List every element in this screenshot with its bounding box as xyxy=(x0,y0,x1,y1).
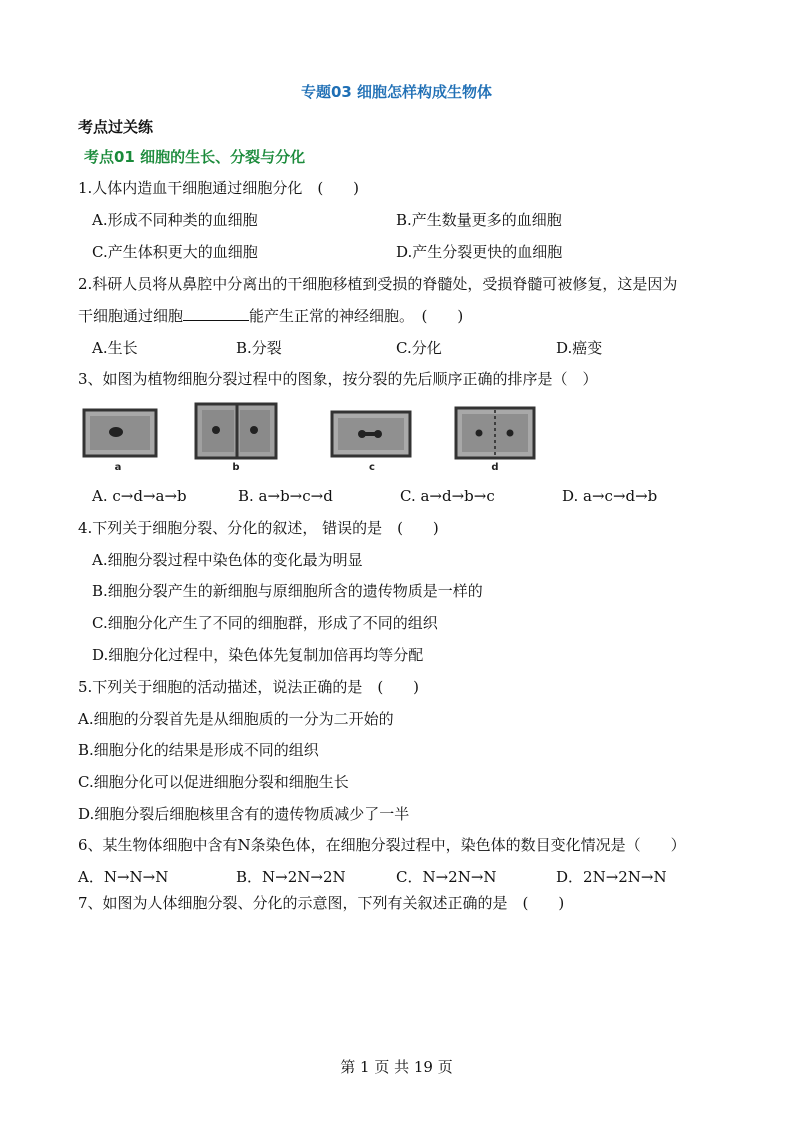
question-5-option-a: A.细胞的分裂首先是从细胞质的一分为二开始的 xyxy=(78,710,394,728)
cell-b-label: b xyxy=(232,462,240,472)
question-3-option-c: C. a→d→b→c xyxy=(400,487,495,505)
cell-c-image xyxy=(332,412,410,456)
question-4-option-a: A.细胞分裂过程中染色体的变化最为明显 xyxy=(92,551,363,569)
question-4-option-c: C.细胞分化产生了不同的细胞群，形成了不同的组织 xyxy=(92,614,438,632)
question-2-stem-part1: 干细胞通过细胞 xyxy=(78,307,184,325)
question-1-stem: 1.人体内造血干细胞通过细胞分化 ( ) xyxy=(78,179,360,197)
cell-d-label: d xyxy=(491,462,499,472)
question-6-option-c: C．N→2N→N xyxy=(396,868,497,886)
question-5-option-b: B.细胞分化的结果是形成不同的组织 xyxy=(78,741,319,759)
question-4-option-d: D.细胞分化过程中，染色体先复制加倍再均等分配 xyxy=(92,646,424,664)
section-heading: 考点过关练 xyxy=(78,118,154,136)
question-6-option-b: B．N→2N→2N xyxy=(236,868,346,886)
cell-b-image xyxy=(196,404,276,458)
question-3-option-b: B. a→b→c→d xyxy=(238,487,333,505)
question-3-option-a: A. c→d→a→b xyxy=(92,487,187,505)
page-footer: 第 1 页 共 19 页 xyxy=(340,1058,453,1076)
question-2-stem-line2 xyxy=(78,306,463,326)
question-2-option-a: A.生长 xyxy=(92,339,138,357)
question-3-stem: 3、如图为植物细胞分裂过程中的图象，按分裂的先后顺序正确的排序是（ ） xyxy=(78,370,598,388)
cell-a-image xyxy=(84,410,156,456)
question-1-option-b: B.产生数量更多的血细胞 xyxy=(396,211,562,229)
cell-a-label: a xyxy=(114,462,122,472)
cell-d-image xyxy=(456,408,534,458)
question-2-option-b: B.分裂 xyxy=(236,339,282,357)
question-2-stem-line1: 2.科研人员将从鼻腔中分离出的干细胞移植到受损的脊髓处，受损脊髓可被修复，这是因为 xyxy=(78,275,678,293)
question-1-option-a: A.形成不同种类的血细胞 xyxy=(92,211,258,229)
question-5-stem: 5.下列关于细胞的活动描述，说法正确的是 ( ) xyxy=(78,678,420,696)
question-6-option-a: A．N→N→N xyxy=(78,868,169,886)
answer-blank xyxy=(183,306,249,321)
question-5-option-d: D.细胞分裂后细胞核里含有的遗传物质减少了一半 xyxy=(78,805,410,823)
cell-c-label: c xyxy=(369,462,375,472)
question-2-stem-part2: 能产生正常的神经细胞。 ( ) xyxy=(249,307,464,325)
question-5-option-c: C.细胞分化可以促进细胞分裂和细胞生长 xyxy=(78,773,349,791)
question-1-option-d: D.产生分裂更快的血细胞 xyxy=(396,243,563,261)
question-2-option-c: C.分化 xyxy=(396,339,442,357)
question-4-option-b: B.细胞分裂产生的新细胞与原细胞所含的遗传物质是一样的 xyxy=(92,582,483,600)
topic-heading: 考点01 细胞的生长、分裂与分化 xyxy=(84,148,306,166)
question-6-stem: 6、某生物体细胞中含有N条染色体，在细胞分裂过程中，染色体的数目变化情况是（ ） xyxy=(78,836,686,854)
question-1-option-c: C.产生体积更大的血细胞 xyxy=(92,243,258,261)
question-2-option-d: D.癌变 xyxy=(556,339,603,357)
question-4-stem: 4.下列关于细胞分裂、分化的叙述， 错误的是 ( ) xyxy=(78,519,439,537)
question-7-stem: 7、如图为人体细胞分裂、分化的示意图，下列有关叙述正确的是 ( ) xyxy=(78,894,565,912)
page-title: 专题03 细胞怎样构成生物体 xyxy=(300,83,493,101)
question-3-option-d: D. a→c→d→b xyxy=(562,487,658,505)
question-6-option-d: D．2N→2N→N xyxy=(556,868,667,886)
cell-division-figure xyxy=(78,400,558,472)
